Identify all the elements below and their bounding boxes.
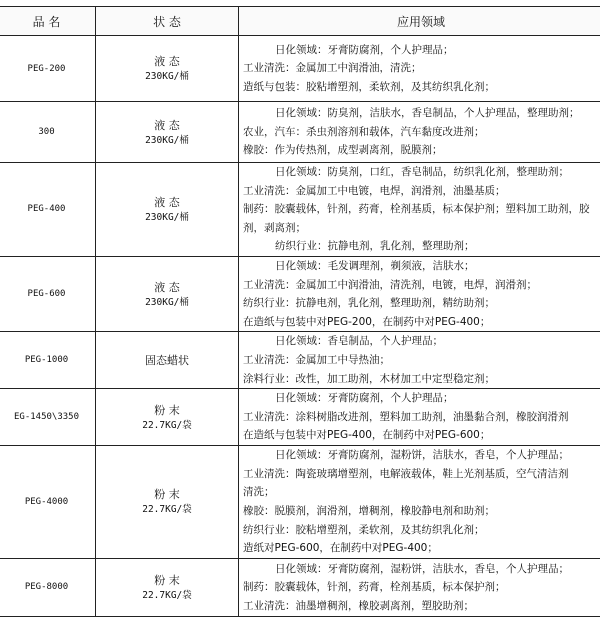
application-line: 工业清洗：陶瓷玻璃增塑剂，电解液载体，鞋上光剂基质，空气清洁剂 [239, 465, 600, 484]
application-cell [239, 36, 600, 102]
product-name: PEG-400 [0, 163, 96, 257]
product-state [96, 332, 239, 389]
header-state: 状 态 [96, 7, 239, 36]
state-packaging: 230KG/桶 [96, 296, 238, 310]
application-line: 工业清洗：涂料树脂改进剂，塑料加工助剂，油墨黏合剂，橡胶润滑剂 [239, 408, 600, 427]
state-label: 液 态 [96, 117, 238, 134]
application-line: 日化领域：牙膏防腐剂，湿粉饼，洁肤水，香皂，个人护理品； [239, 560, 600, 579]
table-row [0, 36, 600, 102]
application-line: 橡胶：脱膜剂，润滑剂，增稠剂，橡胶静电剂和助剂； [239, 502, 600, 521]
product-name: PEG-4000 [0, 445, 96, 558]
product-name: 300 [0, 102, 96, 163]
table-row [0, 163, 600, 257]
product-state [96, 445, 239, 558]
state-label: 液 态 [96, 279, 238, 296]
product-name: PEG-8000 [0, 558, 96, 616]
application-line: 日化领域：毛发调理剂，剃须液，洁肤水； [239, 257, 600, 276]
application-cell [239, 332, 600, 389]
application-line: 日化领域：防臭剂，口红，香皂制品，纺织乳化剂，整理助剂； [239, 163, 600, 182]
application-line: 日化领域：牙膏防腐剂，个人护理品； [239, 41, 600, 60]
application-line: 工业清洗：金属加工中润滑油，清洗； [239, 59, 600, 78]
state-label: 粉 末 [96, 572, 238, 589]
application-cell [239, 102, 600, 163]
table-row [0, 558, 600, 616]
product-state [96, 102, 239, 163]
product-name: PEG-1000 [0, 332, 96, 389]
application-line: 日化领域：香皂制品，个人护理品； [239, 332, 600, 351]
application-line: 制药：胶囊载体，针剂，药膏，栓剂基质，标本保护剂；塑料加工助剂，胶 [239, 200, 600, 219]
header-row [0, 7, 600, 36]
application-cell [239, 445, 600, 558]
state-packaging: 22.7KG/袋 [96, 503, 238, 517]
application-line: 剂，剥离剂； [239, 219, 600, 238]
product-state [96, 389, 239, 446]
application-line: 清洗； [239, 483, 600, 502]
application-line: 在造纸与包装中对PEG-200，在制药中对PEG-400； [239, 313, 600, 332]
state-packaging: 230KG/桶 [96, 70, 238, 84]
state-label: 固态蜡状 [96, 352, 238, 369]
state-packaging: 22.7KG/袋 [96, 419, 238, 433]
application-line: 工业清洗：金属加工中导热油； [239, 351, 600, 370]
product-table [0, 6, 600, 617]
application-line: 制药：胶囊载体，针剂，药膏，栓剂基质，标本保护剂； [239, 578, 600, 597]
product-state [96, 36, 239, 102]
table-row [0, 389, 600, 446]
application-line: 农业，汽车：杀虫剂溶剂和载体，汽车黏度改进剂； [239, 123, 600, 142]
application-line: 纺织行业：抗静电剂，乳化剂，整理助剂，精纺助剂； [239, 294, 600, 313]
application-cell [239, 389, 600, 446]
application-line: 在造纸与包装中对PEG-400，在制药中对PEG-600； [239, 426, 600, 445]
table-row [0, 102, 600, 163]
product-state [96, 163, 239, 257]
table-row [0, 256, 600, 331]
application-line: 涂料行业：改性，加工助剂，木材加工中定型稳定剂； [239, 370, 600, 389]
application-line: 工业清洗：金属加工中润滑油，清洗剂，电镀，电焊，润滑剂； [239, 276, 600, 295]
application-line: 工业清洗：金属加工中电镀，电焊，润滑剂，油墨基质； [239, 182, 600, 201]
product-name: EG-1450\3350 [0, 389, 96, 446]
application-cell [239, 256, 600, 331]
application-line: 纺织行业：胶粘增塑剂，柔软剂，及其纺织乳化剂； [239, 521, 600, 540]
application-line: 造纸对PEG-600，在制药中对PEG-400； [239, 539, 600, 558]
header-app: 应用领域 [239, 7, 600, 36]
application-line: 日化领域：牙膏防腐剂，个人护理品； [239, 389, 600, 408]
state-label: 液 态 [96, 53, 238, 70]
state-label: 液 态 [96, 194, 238, 211]
state-label: 粉 末 [96, 486, 238, 503]
product-name: PEG-600 [0, 256, 96, 331]
state-label: 粉 末 [96, 402, 238, 419]
application-cell [239, 558, 600, 616]
table-row [0, 445, 600, 558]
table-row [0, 332, 600, 389]
application-line: 日化领域：防臭剂，洁肤水，香皂制品，个人护理品，整理助剂； [239, 104, 600, 123]
product-state [96, 558, 239, 616]
state-packaging: 230KG/桶 [96, 211, 238, 225]
application-line: 橡胶：作为传热剂，成型剥离剂，脱膜剂； [239, 141, 600, 160]
header-name: 品 名 [0, 7, 96, 36]
state-packaging: 230KG/桶 [96, 134, 238, 148]
application-cell [239, 163, 600, 257]
application-line: 纺织行业：抗静电剂，乳化剂，整理助剂； [239, 237, 600, 256]
product-state [96, 256, 239, 331]
application-line: 工业清洗：油墨增稠剂，橡胶剥离剂，塑胶助剂； [239, 597, 600, 616]
application-line: 日化领域：牙膏防腐剂，湿粉饼，洁肤水，香皂，个人护理品； [239, 446, 600, 465]
application-line: 造纸与包装：胶粘增塑剂，柔软剂，及其纺织乳化剂； [239, 78, 600, 97]
product-name: PEG-200 [0, 36, 96, 102]
state-packaging: 22.7KG/袋 [96, 589, 238, 603]
